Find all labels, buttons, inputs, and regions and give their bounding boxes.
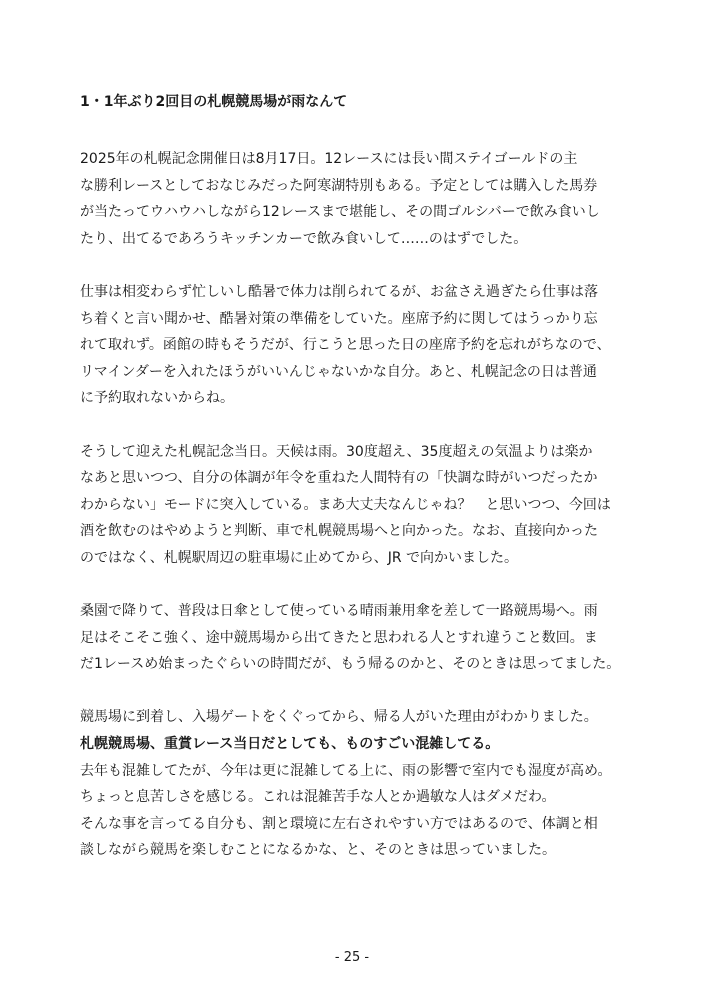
- text-line: たり、出てるであろうキッチンカーで飲み食いして……のはずでした。: [80, 230, 528, 247]
- text-line: 足はそこそこ強く、途中競馬場から出てきたと思われる人とすれ違うこと数回。ま: [80, 629, 598, 646]
- text-line: リマインダーを入れたほうがいいんじゃないかな自分。あと、札幌記念の日は普通: [80, 363, 597, 380]
- text-line: 去年も混雑してたが、今年は更に混雑してる上に、雨の影響で室内でも湿度が高め。: [80, 762, 612, 779]
- text-line: なあと思いつつ、自分の体調が年令を重ねた人間特有の「快調な時がいつだったか: [80, 470, 598, 487]
- text-line: 酒を飲むのはやめようと判断、車で札幌競馬場へと向かった。なお、直接向かった: [80, 523, 598, 540]
- text-line: そうして迎えた札幌記念当日。天候は雨。30度超え、35度超えの気温よりは楽か: [80, 443, 593, 460]
- page-number: - 25 -: [334, 950, 370, 965]
- text-line: に予約取れないからね。: [80, 390, 234, 407]
- text-line: そんな事を言ってる自分も、割と環境に左右されやすい方ではあるので、体調と相: [80, 815, 598, 832]
- text-line: れて取れず。函館の時もそうだが、行こうと思った日の座席予約を忘れがちなので、: [80, 337, 611, 354]
- emphasized-text-line: 札幌競馬場、重賞レース当日だとしても、ものすごい混雑してる。: [80, 736, 500, 753]
- paragraph: [80, 279, 640, 412]
- paragraph-spacer: [80, 678, 640, 705]
- paragraph-spacer: [80, 412, 640, 439]
- section-heading: 1・1年ぶり2回目の札幌競馬場が雨なんて: [80, 94, 348, 110]
- text-line: ちょっと息苦しさを感じる。これは混雑苦手な人とか過敏な人はダメだわ。: [80, 789, 556, 806]
- text-line: のではなく、札幌駅周辺の駐車場に止めてから、JR で向かいました。: [80, 549, 519, 566]
- text-line: 桑園で降りて、普段は日傘として使っている晴雨兼用傘を差して一路競馬場へ。雨: [80, 603, 598, 620]
- text-line: 談しながら競馬を楽しむことになるかな、と、そのときは思っていました。: [80, 842, 556, 859]
- text-line: だ1レースめ始まったぐらいの時間だが、もう帰るのかと、そのときは思ってました。: [80, 656, 621, 673]
- paragraph-spacer: [80, 572, 640, 599]
- text-line: 2025年の札幌記念開催日は8月17日。12レースには長い間ステイゴールドの主: [80, 151, 578, 167]
- paragraph: [80, 146, 640, 252]
- body-text: [80, 146, 640, 864]
- paragraph: [80, 598, 640, 678]
- text-line: 仕事は相変わらず忙しいし酷暑で体力は削られてるが、お盆さえ過ぎたら仕事は落: [80, 283, 598, 300]
- paragraph: [80, 704, 640, 864]
- text-line: わからない」モードに突入している。まあ大丈夫なんじゃね？ と思いつつ、今回は: [80, 496, 611, 513]
- text-line: が当たってウハウハしながら12レースまで堪能し、その間ゴルシバーで飲み食いし: [80, 204, 600, 221]
- text-line: な勝利レースとしておなじみだった阿寒湖特別もある。予定としては購入した馬券: [80, 177, 598, 194]
- paragraph-spacer: [80, 252, 640, 279]
- text-line: 競馬場に到着し、入場ゲートをくぐってから、帰る人がいた理由がわかりました。: [80, 709, 598, 726]
- text-line: ち着くと言い聞かせ、酷暑対策の準備をしていた。座席予約に関してはうっかり忘: [80, 310, 598, 327]
- paragraph: [80, 439, 640, 572]
